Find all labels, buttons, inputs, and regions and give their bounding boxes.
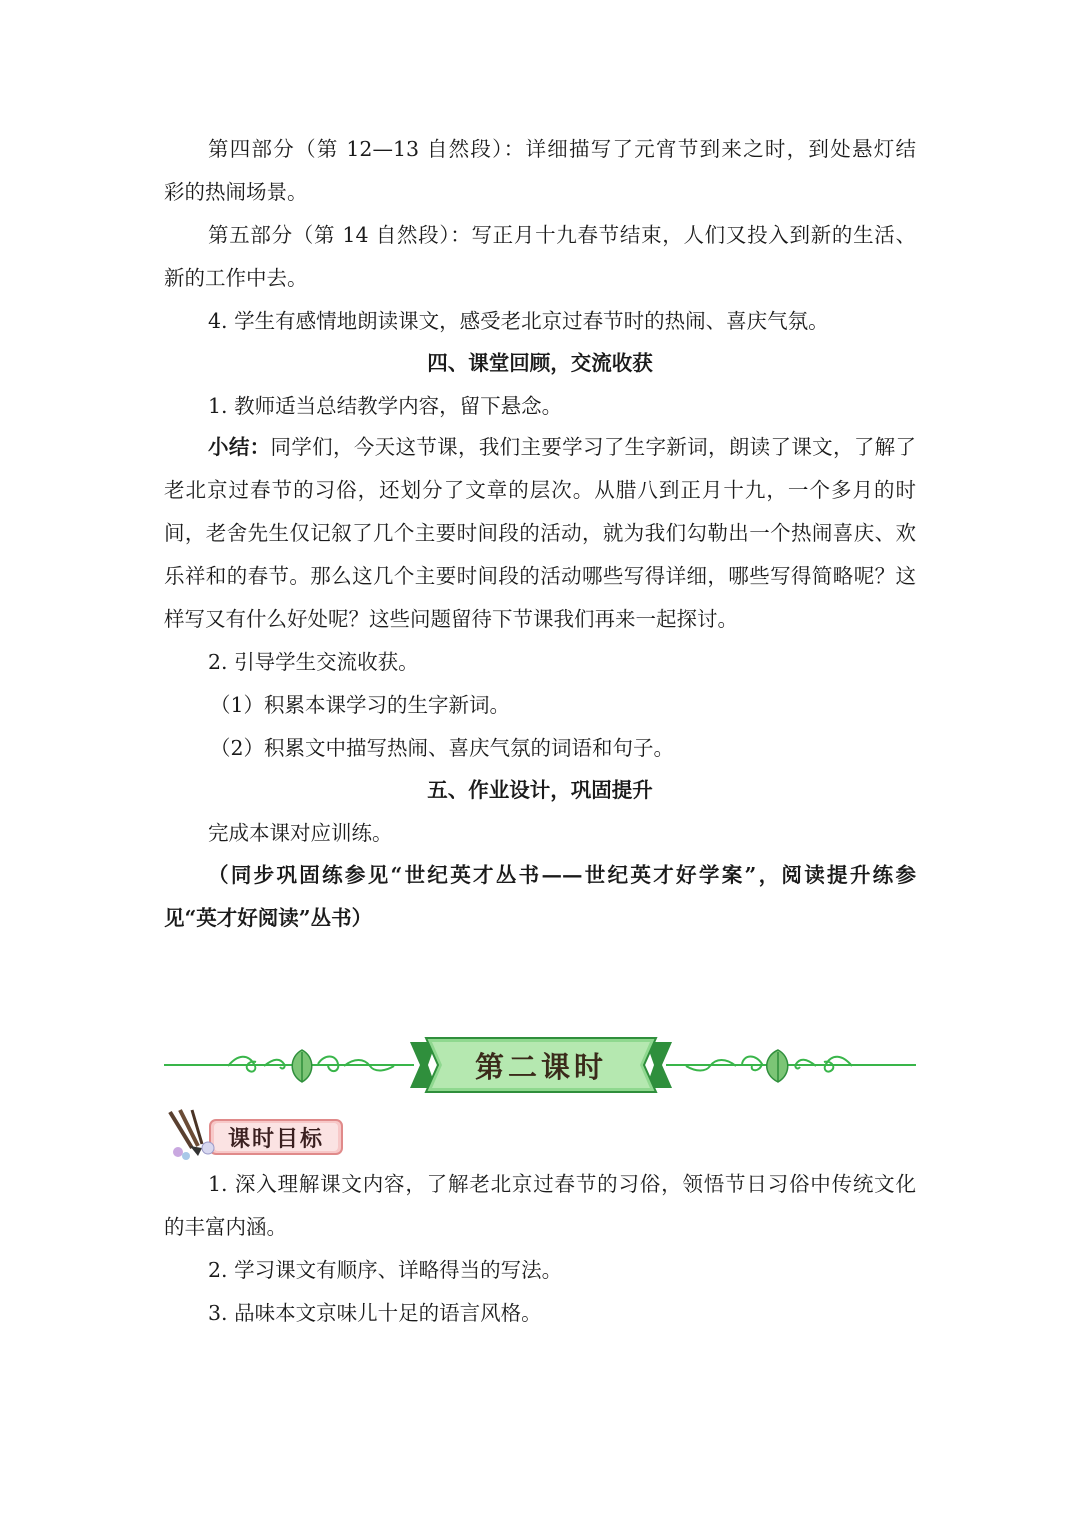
section-five-note-line2: 见“英才好阅读”丛书） <box>164 906 373 930</box>
section-four-sub2: （2）积累文中描写热闹、喜庆气氛的词语和句子。 <box>210 736 675 760</box>
objectives-label: 课时目标 <box>227 1126 324 1152</box>
summary-label: 小结： <box>208 435 271 459</box>
section-four-heading: 四、课堂回顾，交流收获 <box>427 351 653 375</box>
section-four-item2: 2. 引导学生交流收获。 <box>208 650 419 674</box>
right-vine-ornament-icon <box>756 1044 856 1086</box>
objective-3: 3. 品味本文京味儿十足的语言风格。 <box>208 1301 542 1325</box>
part4-line2: 彩的热闹场景。 <box>164 180 308 204</box>
part5-line1: 第五部分（第 14 自然段）：写正月十九春节结束，人们又投入到新的生活、 <box>208 223 916 247</box>
objectives-badge <box>162 1108 352 1164</box>
section-five-task: 完成本课对应训练。 <box>208 821 393 845</box>
part4-line1: 第四部分（第 12—13 自然段）：详细描写了元宵节到来之时，到处悬灯结 <box>208 137 916 161</box>
right-swirl-ornament-icon <box>676 1050 766 1080</box>
section-four-sub1: （1）积累本课学习的生字新词。 <box>210 693 511 717</box>
left-swirl-ornament-icon <box>314 1050 404 1080</box>
summary-paragraph <box>164 426 916 641</box>
summary-text: 同学们，今天这节课，我们主要学习了生字新词，朗读了课文，了解了老北京过春节的习俗，还划分了文章的层次。从腊八到正月十九，一个多月的时间，老舍先生仅记叙了几个主要时间段的活动，就为我们勾勒出一个热闹喜庆、欢乐祥和的春节。那么这几个主要时间段的活动哪些写得详细，哪些写得简略呢？这样写又有什么好处呢？这些问题留待下节课我们再来一起探讨。 <box>164 435 916 631</box>
banner-title: 第二课时 <box>474 1049 607 1084</box>
objective-1-line2: 的丰富内涵。 <box>164 1215 287 1239</box>
section-four-item1: 1. 教师适当总结教学内容，留下悬念。 <box>208 394 563 418</box>
left-vine-ornament-icon <box>224 1044 324 1086</box>
section-five-note-line1: （同步巩固练参见“世纪英才丛书——世纪英才好学案”，阅读提升练参 <box>208 863 916 887</box>
objective-1-line1: 1. 深入理解课文内容，了解老北京过春节的习俗，领悟节日习俗中传统文化 <box>208 1172 916 1196</box>
lesson-banner <box>164 1030 916 1100</box>
objective-2: 2. 学习课文有顺序、详略得当的写法。 <box>208 1258 563 1282</box>
banner-ribbon <box>410 1036 672 1094</box>
section-five-heading: 五、作业设计，巩固提升 <box>427 778 653 802</box>
part5-line2: 新的工作中去。 <box>164 266 308 290</box>
item4-text: 4. 学生有感情地朗读课文，感受老北京过春节时的热闹、喜庆气氛。 <box>208 309 829 333</box>
